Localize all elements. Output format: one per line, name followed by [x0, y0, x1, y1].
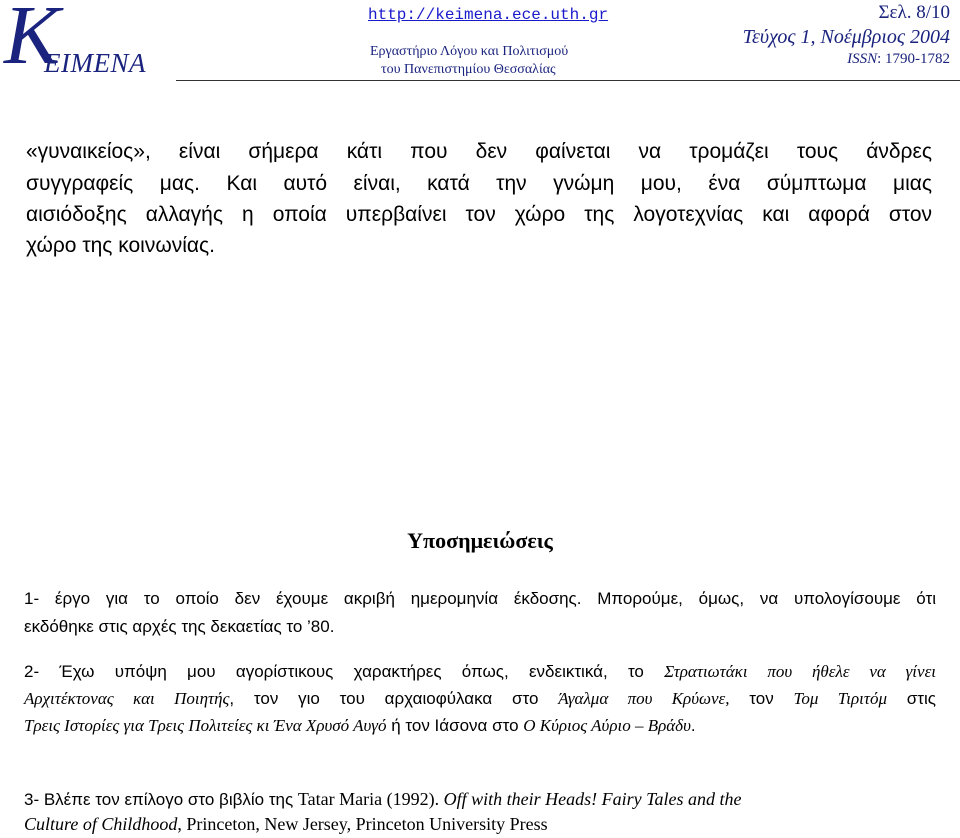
body-line-3: αισιόδοξης αλλαγής η οποία υπερβαίνει τον χώρο της λογοτεχνίας και αφορά στον	[26, 203, 932, 226]
footnotes-title: Υποσημειώσεις	[407, 528, 553, 553]
footnote-2-text: ή τον Ιάσονα στο	[386, 716, 524, 735]
footnote-3-line-2	[24, 815, 548, 833]
book-title-culture-of-childhood: Culture of Childhood	[24, 814, 178, 834]
footnote-2-line-3	[24, 717, 696, 734]
footnote-2-text: τον	[729, 689, 794, 708]
book-title-treis-istories: Τρεις Ιστορίες για Τρεις Πολιτείες κι Ένα Χρυσό Αυγό	[24, 716, 387, 735]
header-rule	[176, 80, 960, 81]
issue-info: Τεύχος 1, Νοέμβριος 2004	[742, 26, 950, 48]
footnote-1-line-1: 1- έργο για το οποίο δεν έχουμε ακριβή ημερομηνία έκδοσης. Μπορούμε, όμως, να υπολογίσουμε ότι	[24, 589, 936, 608]
lab-name: Εργαστήριο Λόγου και Πολιτισμού	[370, 44, 569, 59]
footnote-3-line-1	[24, 790, 741, 808]
author-reference: Tatar Maria (1992).	[297, 789, 440, 809]
university-name: του Πανεπιστημίου Θεσσαλίας	[381, 62, 556, 77]
footnote-2-line-1	[24, 663, 936, 680]
journal-logo-name: EIMENA	[44, 48, 146, 78]
footnote-2-text: , τον γιο του αρχαιοφύλακα στο	[229, 689, 559, 708]
journal-logo-k: K	[4, 0, 61, 82]
publisher-info: , Princeton, New Jersey, Princeton University Press	[177, 814, 548, 834]
book-title-off-with-their-heads: Off with their Heads! Fairy Tales and the	[439, 789, 742, 809]
book-title-stratiotaki-cont: Αρχιτέκτονας και Ποιητής	[24, 689, 230, 708]
footnote-1-line-2: εκδόθηκε στις αρχές της δεκαετίας το ’80.	[24, 617, 335, 636]
book-title-stratiotaki: Στρατιωτάκι που ήθελε να γίνει	[664, 662, 936, 681]
footnote-2-line-2	[24, 690, 936, 707]
footnote-2-text: 2- Έχω υπόψη μου αγορίστικους χαρακτήρες όπως, ενδεικτικά, το	[24, 662, 665, 681]
body-line-2: συγγραφείς μας. Και αυτό είναι, κατά την γνώμη μου, ένα σύμπτωμα μιας	[26, 172, 932, 195]
book-title-kyrios-avrio: Ο Κύριος Αύριο – Βράδυ	[523, 716, 691, 735]
footnote-3-text: 3- Βλέπε τον επίλογο στο βιβλίο της	[24, 790, 298, 809]
body-line-4: χώρο της κοινωνίας.	[26, 234, 215, 257]
character-tom-tiritom: Τομ Τιριτόμ	[793, 689, 888, 708]
issn-value: : 1790-1782	[877, 51, 950, 67]
journal-url-link[interactable]: http://keimena.ece.uth.gr	[368, 6, 609, 24]
issn-info	[847, 51, 950, 68]
footnote-2-text: .	[690, 716, 696, 735]
issn-label: ISSN	[847, 51, 878, 67]
book-title-agalma: Άγαλμα που Κρύωνε,	[558, 689, 730, 708]
footnote-2-text: στις	[887, 689, 936, 708]
page-number: Σελ. 8/10	[878, 2, 950, 23]
body-line-1: «γυναικείος», είναι σήμερα κάτι που δεν φαίνεται να τρομάζει τους άνδρες	[26, 140, 932, 163]
